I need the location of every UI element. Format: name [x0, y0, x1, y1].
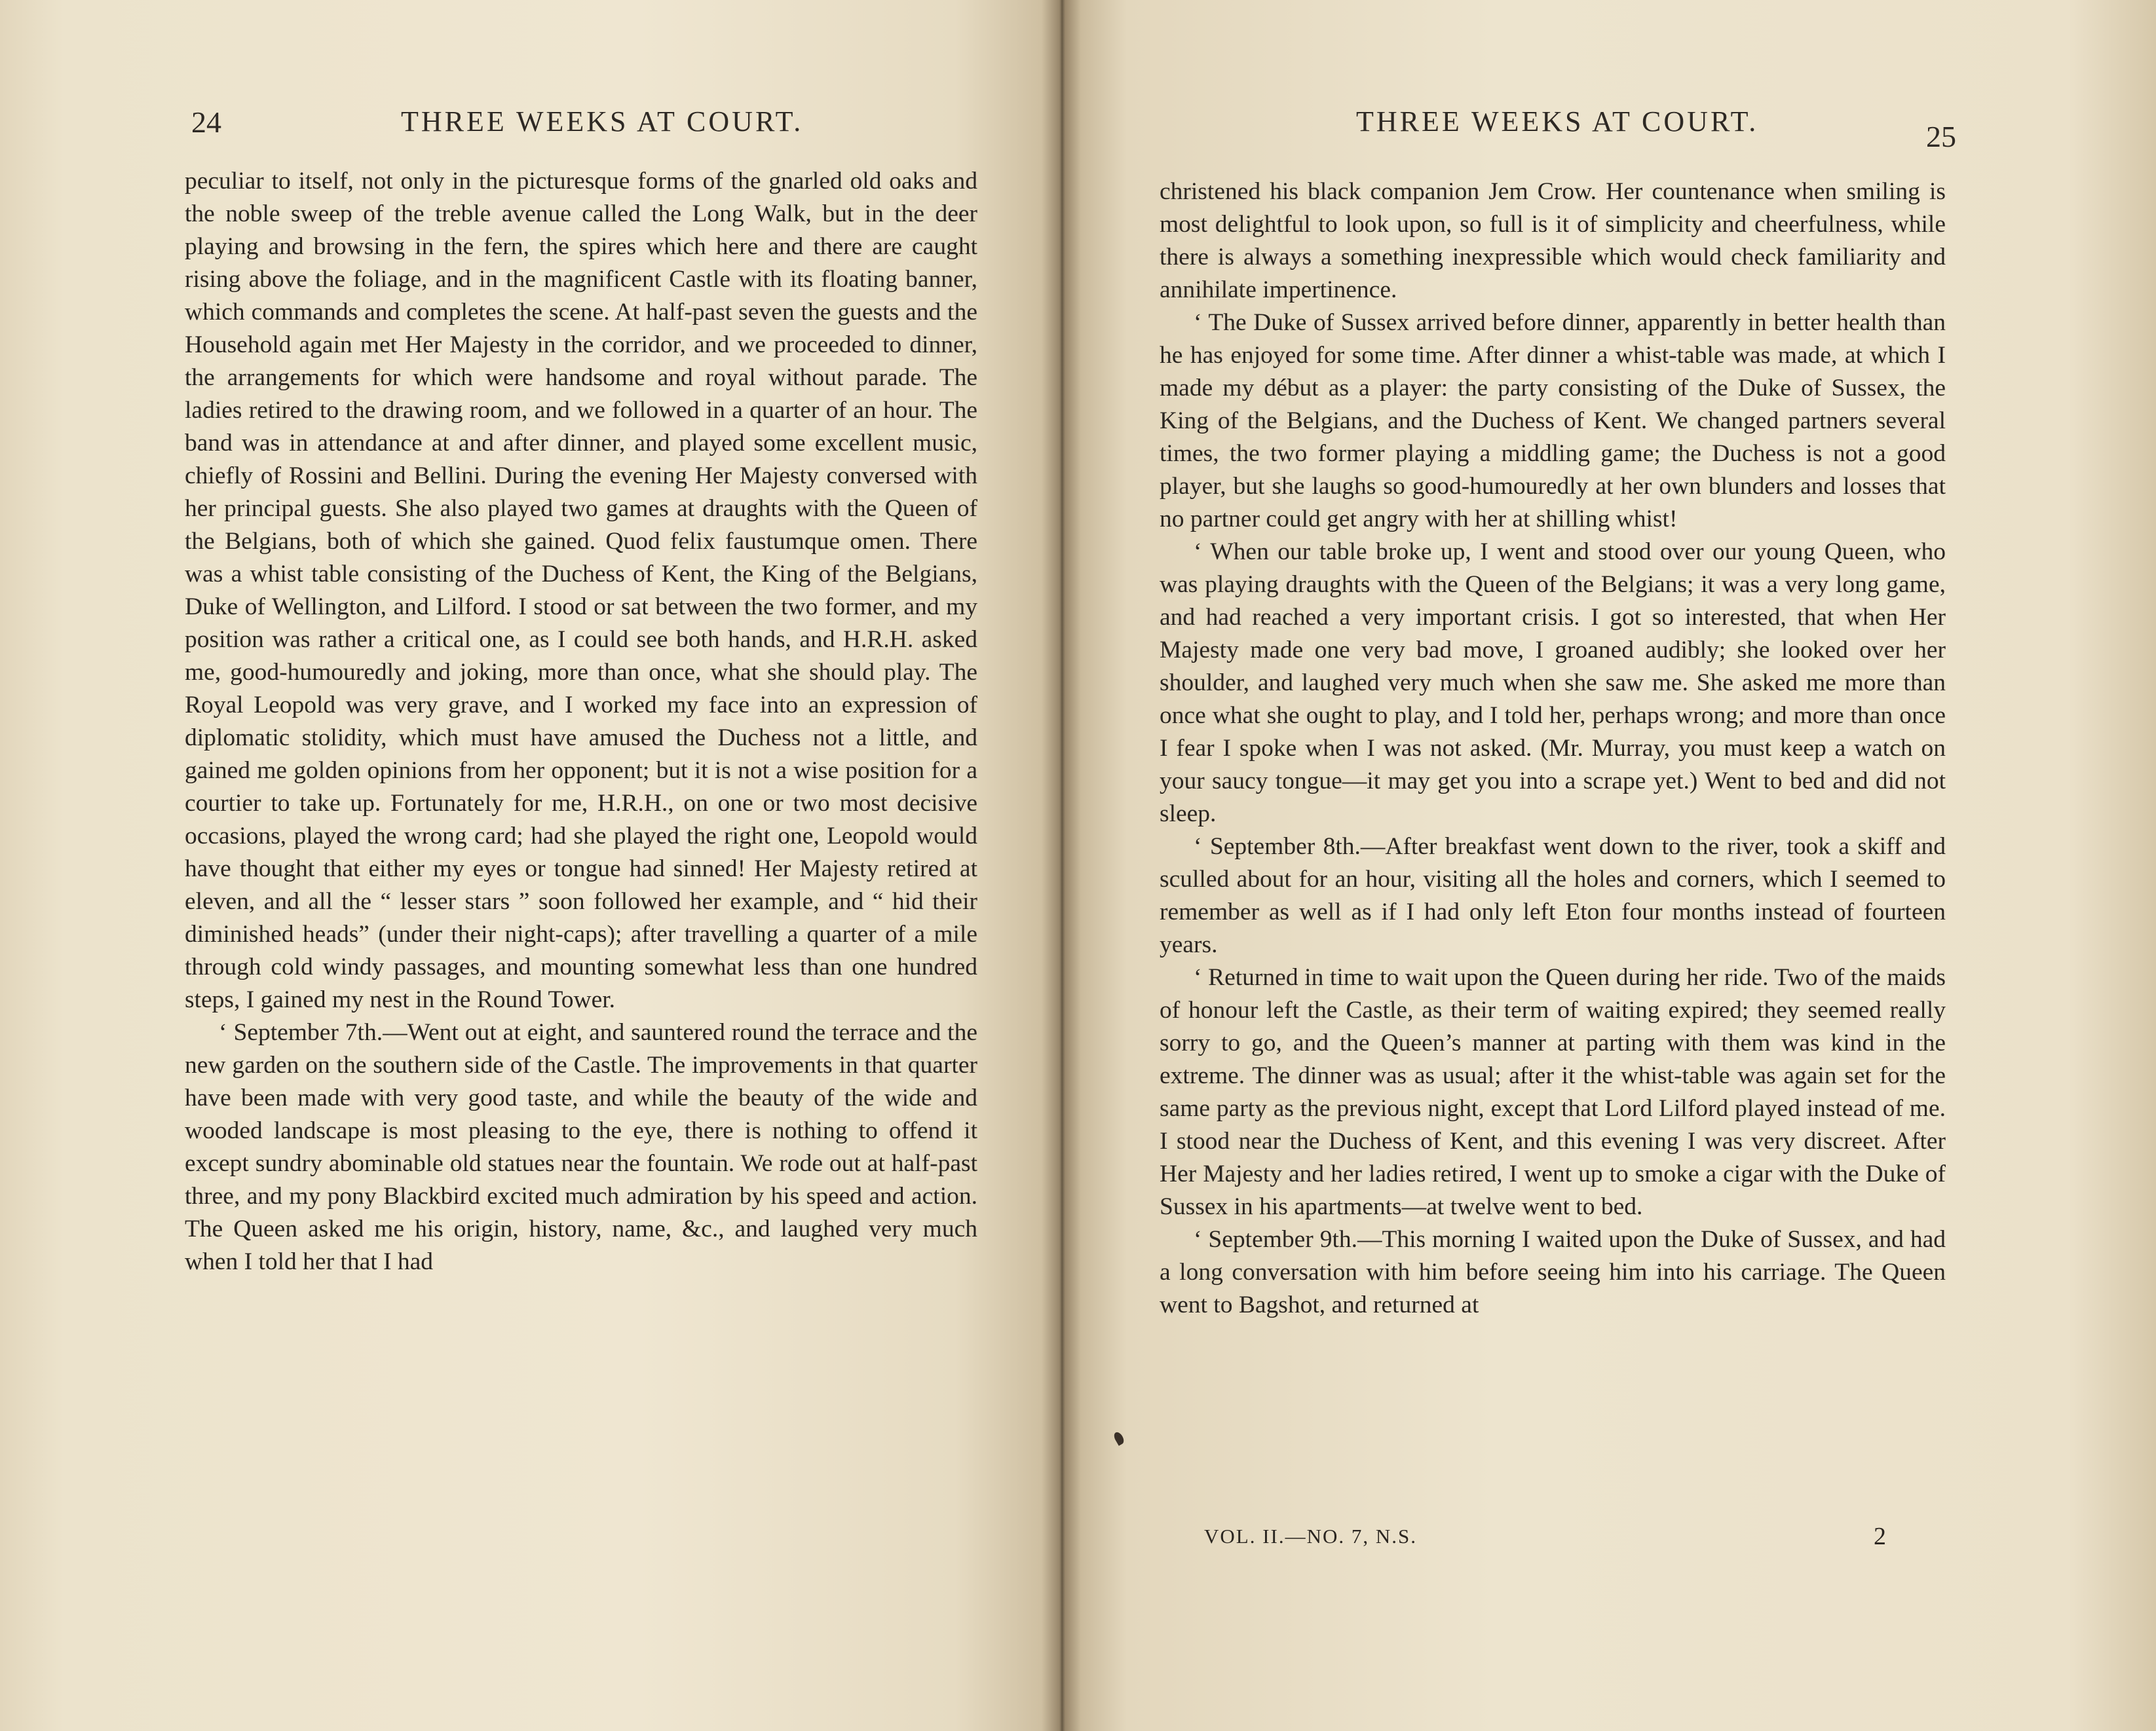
left-page — [0, 0, 1061, 1731]
paragraph: peculiar to itself, not only in the picturesque forms of the gnarled old oaks and the noble sweep of the treble avenue called the Long Walk, but in the deer playing and browsing in the fern, the spires which here and there are caught rising above the foliage, and in the magnificent Castle with its floating banner, which commands and completes the scene. At half-past seven the guests and the Household again met Her Majesty in the corridor, and we proceeded to dinner, the arrangements for which were handsome and royal without parade. The ladies retired to the drawing room, and we followed in a quarter of an hour. The band was in attendance at and after dinner, and played some excellent music, chiefly of Rossini and Bellini. During the evening Her Majesty conversed with her principal guests. She also played two games at draughts with the Queen of the Belgians, both of which she gained. Quod felix faustumque omen. There was a whist table consisting of the Duchess of Kent, the King of the Belgians, Duke of Wellington, and Lilford. I stood or sat between the two former, and my position was rather a critical one, as I could see both hands, and H.R.H. asked me, good-humouredly and joking, more than once, what she should play. The Royal Leopold was very grave, and I worked my face into an expression of diplomatic stolidity, which must have amused the Duchess not a little, and gained me golden opinions from her opponent; but it is not a wise position for a courtier to take up. Fortunately for me, H.R.H., on one or two most decisive occasions, played the wrong card; had she played the right one, Leopold would have thought that either my eyes or tongue had sinned! Her Majesty retired at eleven, and all the “ lesser stars ” soon followed her example, and “ hid their diminished heads” (under their night-caps); after travelling a quarter of a mile through cold windy passages, and mounting somewhat less than one hundred steps, I gained my nest in the Round Tower. — [185, 168, 977, 1013]
book-gutter — [1042, 0, 1081, 1731]
paragraph: ‘ September 7th.—Went out at eight, and sauntered round the terrace and the new garden on the southern side of the Castle. The improvements in that quarter have been made with very good taste, and while the beauty of the wide and wooded landscape is most pleasing to the eye, there is nothing to offend it except sundry abominable old statues near the fountain. We rode out at half-past three, and my pony Blackbird excited much admiration by his speed and action. The Queen asked me his origin, history, name, &c., and laughed very much when I told her that I had — [185, 1019, 977, 1275]
running-head: THREE WEEKS AT COURT. — [401, 105, 804, 138]
page-number: 25 — [1926, 120, 1956, 153]
page-number: 24 — [191, 105, 221, 139]
running-head: THREE WEEKS AT COURT. — [1356, 105, 1759, 138]
signature-line: VOL. II.—NO. 7, N.S. — [1204, 1525, 1418, 1548]
paragraph: ‘ September 9th.—This morning I waited upon the Duke of Sussex, and had a long conversation with him before seeing him into his carriage. The Queen went to Bagshot, and returned at — [1160, 1226, 1946, 1318]
paragraph: ‘ The Duke of Sussex arrived before dinner, apparently in better health than he has enjoyed for some time. After dinner a whist-table was made, at which I made my début as a player: the party consisting of the Duke of Sussex, the King of the Belgians, and the Duchess of Kent. We changed partners several times, the two former playing a middling game; the Duchess is not a good player, but she laughs so good-humouredly at her own blunders and losses that no partner could get angry with her at shilling whist! — [1160, 309, 1946, 532]
page-body — [1160, 176, 1946, 1322]
page-body — [185, 165, 977, 1278]
paragraph: ‘ Returned in time to wait upon the Queen during her ride. Two of the maids of honour left the Castle, as their term of waiting expired; they seemed really sorry to go, and the Queen’s manner at parting with them was kind in the extreme. The dinner was as usual; after it the whist-table was again set for the same party as the previous night, except that Lord Lilford played instead of me. I stood near the Duchess of Kent, and this evening I was very discreet. After Her Majesty and her ladies retired, I went up to smoke a cigar with the Duke of Sussex in his apartments—at twelve went to bed. — [1160, 964, 1946, 1220]
signature-mark: 2 — [1874, 1523, 1887, 1550]
ink-mark — [1112, 1430, 1125, 1445]
paragraph: ‘ When our table broke up, I went and stood over our young Queen, who was playing draughts with the Queen of the Belgians; it was a very long game, and had reached a very important crisis. I got so interested, that when Her Majesty made one very bad move, I groaned audibly; she looked over her shoulder, and laughed very much when she saw me. She asked me more than once what she ought to play, and I told her, perhaps wrong; and more than once I fear I spoke when I was not asked. (Mr. Murray, you must keep a watch on your saucy tongue—it may get you into a scrape yet.) Went to bed and did not sleep. — [1160, 538, 1946, 827]
right-page — [1061, 0, 2156, 1731]
paragraph: christened his black companion Jem Crow. Her countenance when smiling is most delightful to look upon, so full is it of simplicity and cheerfulness, while there is always a something inexpressible which would check familiarity and annihilate impertinence. — [1160, 178, 1946, 303]
paragraph: ‘ September 8th.—After breakfast went down to the river, took a skiff and sculled about for an hour, visiting all the holes and corners, which I seemed to remember as well as if I had only left Eton four months instead of fourteen years. — [1160, 833, 1946, 958]
